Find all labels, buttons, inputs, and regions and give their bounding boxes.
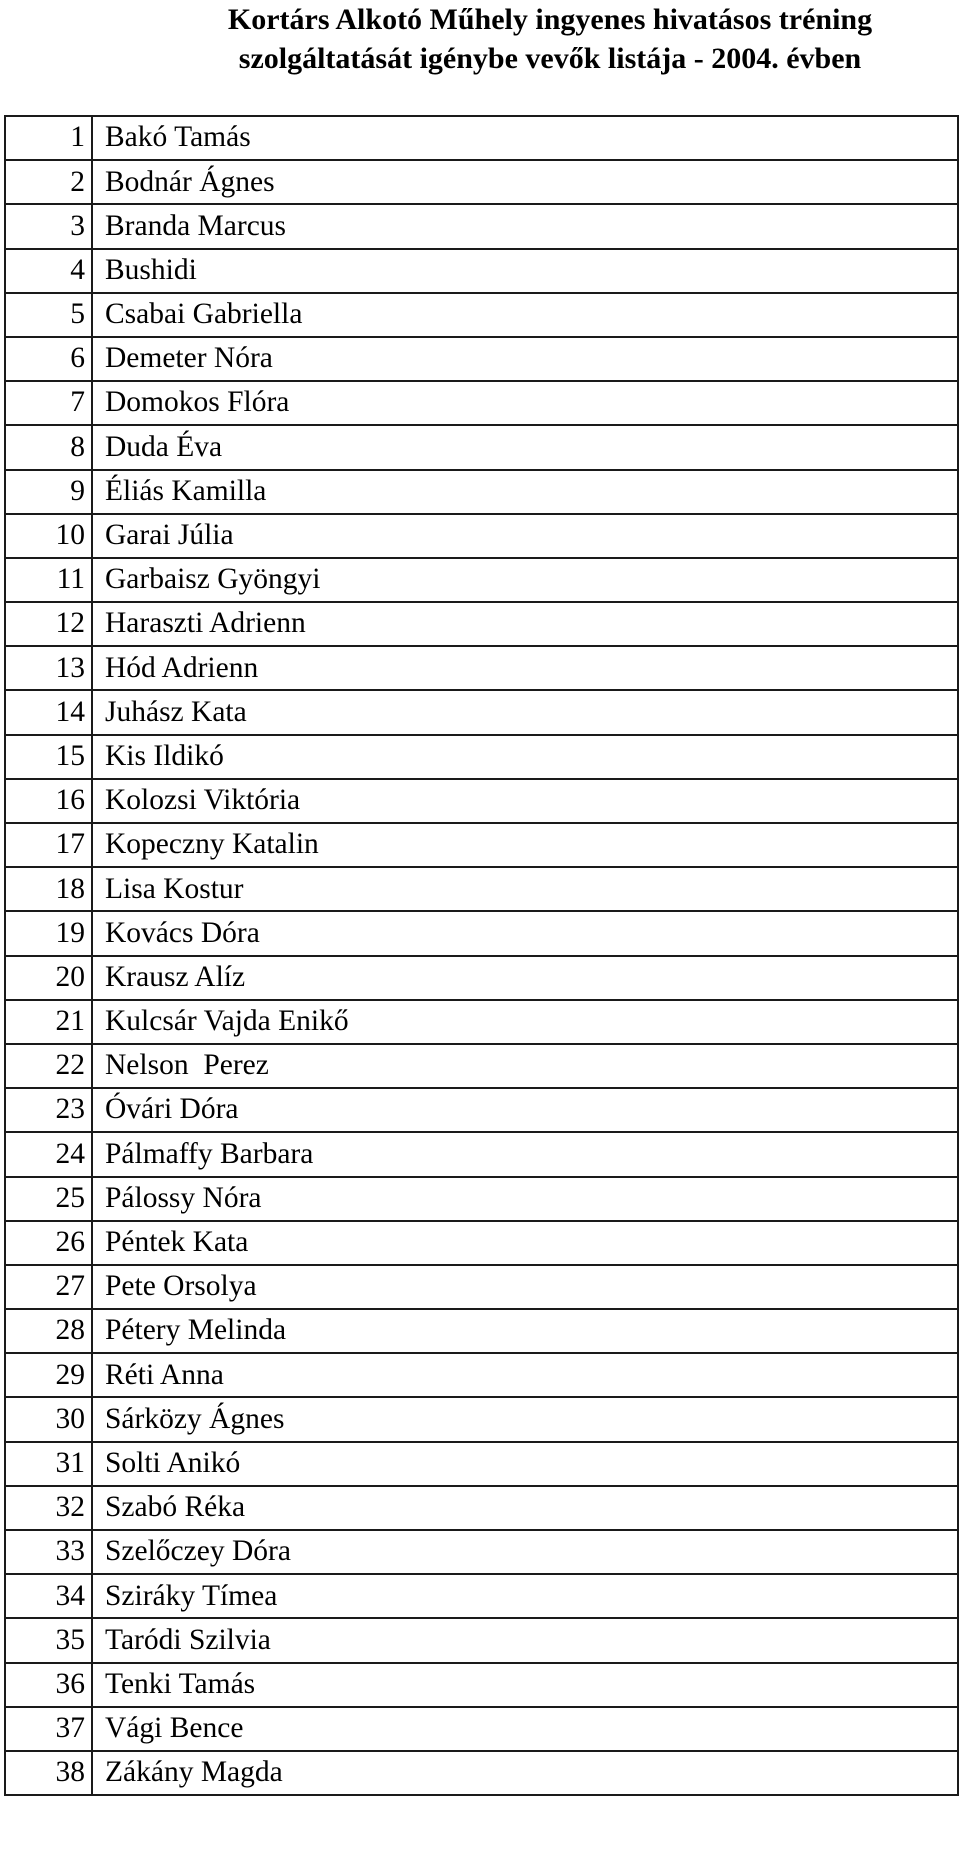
participant-name: Kovács Dóra: [92, 911, 958, 955]
row-number: 3: [5, 204, 92, 248]
table-row: [5, 470, 958, 514]
participant-name: Garbaisz Gyöngyi: [92, 558, 958, 602]
table-row: [5, 1221, 958, 1265]
table-row: [5, 381, 958, 425]
table-row: [5, 1132, 958, 1176]
table-row: [5, 1751, 958, 1795]
row-number: 35: [5, 1618, 92, 1662]
row-number: 21: [5, 1000, 92, 1044]
participant-name: Réti Anna: [92, 1353, 958, 1397]
row-number: 17: [5, 823, 92, 867]
table-row: [5, 116, 958, 160]
table-row: [5, 1353, 958, 1397]
participant-name: Zákány Magda: [92, 1751, 958, 1795]
table-row: [5, 1574, 958, 1618]
row-number: 9: [5, 470, 92, 514]
participant-name: Sárközy Ágnes: [92, 1397, 958, 1441]
row-number: 25: [5, 1177, 92, 1221]
participant-name: Éliás Kamilla: [92, 470, 958, 514]
table-row: [5, 249, 958, 293]
table-row: [5, 293, 958, 337]
participant-name: Kis Ildikó: [92, 735, 958, 779]
participant-name: Pálmaffy Barbara: [92, 1132, 958, 1176]
table-row: [5, 646, 958, 690]
table-row: [5, 204, 958, 248]
row-number: 31: [5, 1442, 92, 1486]
participant-name: Solti Anikó: [92, 1442, 958, 1486]
row-number: 26: [5, 1221, 92, 1265]
participant-name: Juhász Kata: [92, 690, 958, 734]
row-number: 29: [5, 1353, 92, 1397]
participant-name: Haraszti Adrienn: [92, 602, 958, 646]
participant-name: Taródi Szilvia: [92, 1618, 958, 1662]
table-row: [5, 1265, 958, 1309]
table-row: [5, 1530, 958, 1574]
participant-name: Bushidi: [92, 249, 958, 293]
table-row: [5, 1707, 958, 1751]
row-number: 20: [5, 956, 92, 1000]
row-number: 34: [5, 1574, 92, 1618]
row-number: 33: [5, 1530, 92, 1574]
row-number: 12: [5, 602, 92, 646]
row-number: 24: [5, 1132, 92, 1176]
row-number: 5: [5, 293, 92, 337]
table-row: [5, 779, 958, 823]
table-row: [5, 1177, 958, 1221]
row-number: 38: [5, 1751, 92, 1795]
title-line-1: Kortárs Alkotó Műhely ingyenes hivatásos tréning: [227, 3, 873, 36]
participant-name: Bodnár Ágnes: [92, 160, 958, 204]
row-number: 2: [5, 160, 92, 204]
participant-name: Demeter Nóra: [92, 337, 958, 381]
row-number: 8: [5, 425, 92, 469]
row-number: 37: [5, 1707, 92, 1751]
table-row: [5, 1088, 958, 1132]
table-row: [5, 1000, 958, 1044]
table-row: [5, 1044, 958, 1088]
participant-name: Kulcsár Vajda Enikő: [92, 1000, 958, 1044]
participant-name: Sziráky Tímea: [92, 1574, 958, 1618]
row-number: 32: [5, 1486, 92, 1530]
row-number: 6: [5, 337, 92, 381]
participant-name: Pétery Melinda: [92, 1309, 958, 1353]
table-row: [5, 514, 958, 558]
table-row: [5, 425, 958, 469]
table-row: [5, 337, 958, 381]
participant-name: Kopeczny Katalin: [92, 823, 958, 867]
participant-name: Branda Marcus: [92, 204, 958, 248]
participant-name: Óvári Dóra: [92, 1088, 958, 1132]
title-line-2: szolgáltatását igénybe vevők listája - 2004. évben: [238, 42, 862, 75]
participant-name: Krausz Alíz: [92, 956, 958, 1000]
table-row: [5, 690, 958, 734]
row-number: 4: [5, 249, 92, 293]
participants-table: [4, 115, 959, 1796]
row-number: 16: [5, 779, 92, 823]
row-number: 36: [5, 1663, 92, 1707]
row-number: 30: [5, 1397, 92, 1441]
participant-name: Tenki Tamás: [92, 1663, 958, 1707]
row-number: 15: [5, 735, 92, 779]
row-number: 11: [5, 558, 92, 602]
table-row: [5, 1486, 958, 1530]
participant-name: Szelőczey Dóra: [92, 1530, 958, 1574]
participant-name: Vági Bence: [92, 1707, 958, 1751]
table-row: [5, 867, 958, 911]
row-number: 27: [5, 1265, 92, 1309]
participant-name: Nelson Perez: [92, 1044, 958, 1088]
table-row: [5, 1309, 958, 1353]
table-row: [5, 602, 958, 646]
table-row: [5, 911, 958, 955]
participant-name: Kolozsi Viktória: [92, 779, 958, 823]
row-number: 13: [5, 646, 92, 690]
row-number: 19: [5, 911, 92, 955]
participant-name: Pálossy Nóra: [92, 1177, 958, 1221]
row-number: 18: [5, 867, 92, 911]
row-number: 28: [5, 1309, 92, 1353]
participant-name: Pete Orsolya: [92, 1265, 958, 1309]
table-row: [5, 1397, 958, 1441]
participant-name: Lisa Kostur: [92, 867, 958, 911]
table-row: [5, 823, 958, 867]
row-number: 23: [5, 1088, 92, 1132]
row-number: 10: [5, 514, 92, 558]
table-row: [5, 1618, 958, 1662]
participant-name: Domokos Flóra: [92, 381, 958, 425]
row-number: 14: [5, 690, 92, 734]
table-row: [5, 558, 958, 602]
participant-name: Bakó Tamás: [92, 116, 958, 160]
row-number: 22: [5, 1044, 92, 1088]
participant-name: Csabai Gabriella: [92, 293, 958, 337]
table-row: [5, 1442, 958, 1486]
row-number: 7: [5, 381, 92, 425]
table-row: [5, 735, 958, 779]
table-row: [5, 160, 958, 204]
table-row: [5, 956, 958, 1000]
row-number: 1: [5, 116, 92, 160]
participants-table-body: [5, 116, 958, 1795]
participant-name: Duda Éva: [92, 425, 958, 469]
table-row: [5, 1663, 958, 1707]
participant-name: Garai Júlia: [92, 514, 958, 558]
document-title: [150, 0, 950, 78]
participant-name: Péntek Kata: [92, 1221, 958, 1265]
participant-name: Szabó Réka: [92, 1486, 958, 1530]
participant-name: Hód Adrienn: [92, 646, 958, 690]
